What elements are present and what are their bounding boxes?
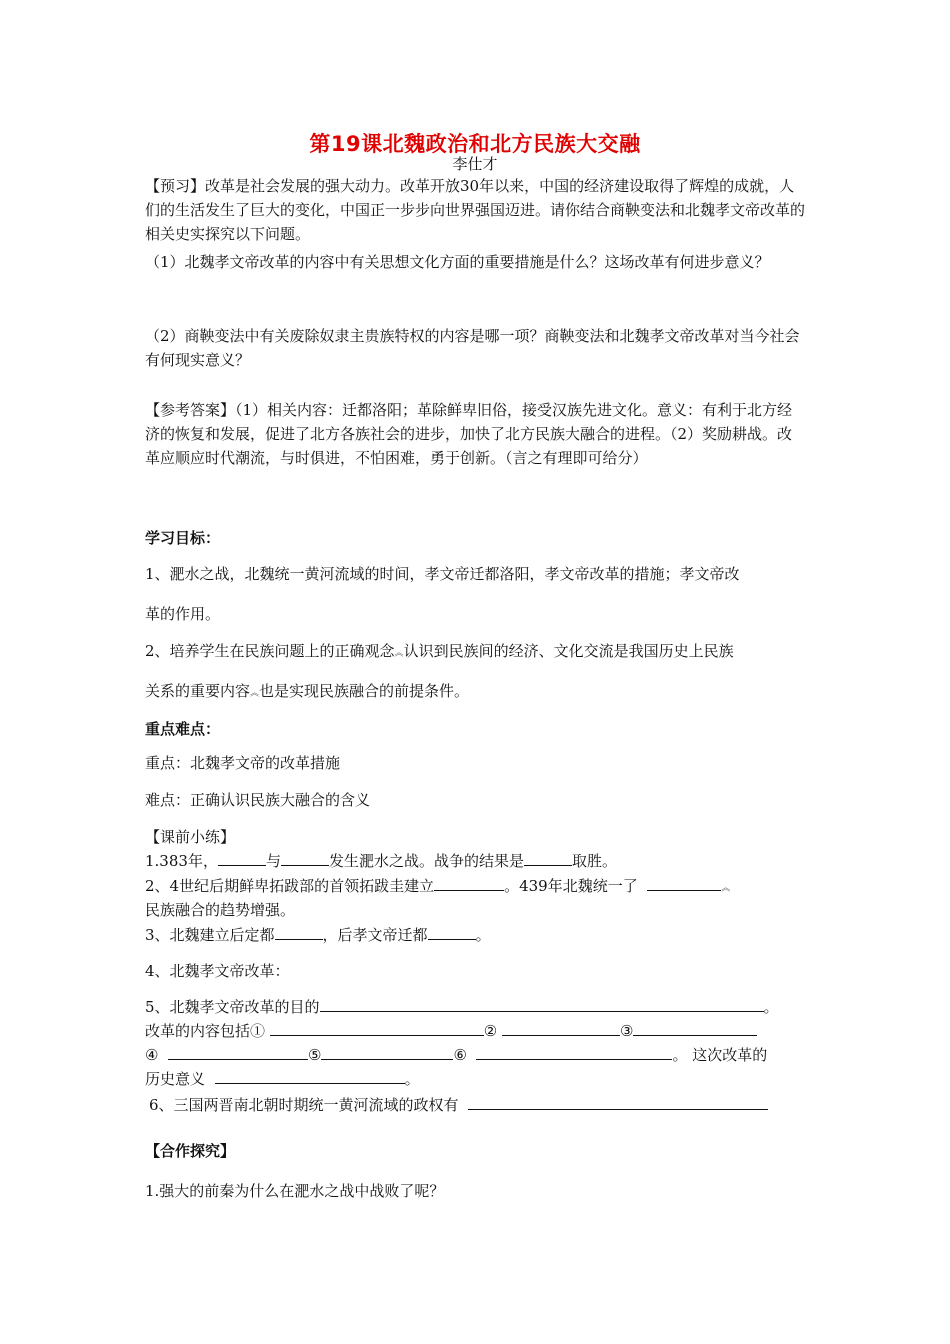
coop-heading: 【合作探究】 bbox=[145, 1142, 236, 1160]
q3-blank-2[interactable] bbox=[428, 925, 476, 940]
content-blank-5[interactable] bbox=[321, 1045, 453, 1060]
goal-2-line-b bbox=[145, 680, 469, 701]
content-blank-2[interactable] bbox=[502, 1021, 620, 1036]
separator-glyph: ︽ bbox=[721, 883, 731, 894]
q5-text-f: 。 bbox=[404, 1070, 420, 1088]
q1-blank-1[interactable] bbox=[218, 851, 266, 866]
q1-text-a: 1.383年， bbox=[145, 852, 218, 870]
goal-2-text-2: 认识到民族间的经济、文化交流是我国历史上民族 bbox=[403, 642, 734, 660]
separator-glyph: ︽ bbox=[250, 688, 260, 699]
q3-blank-1[interactable] bbox=[275, 925, 323, 940]
q5-text-a: 5、北魏孝文帝改革的目的 bbox=[145, 998, 320, 1016]
preview-question-1: （1）北魏孝文帝改革的内容中有关思想文化方面的重要措施是什么？这场改革有何进步意义？ bbox=[145, 253, 770, 271]
goals-heading: 学习目标： bbox=[145, 529, 221, 547]
coop-question-1: 1.强大的前秦为什么在淝水之战中战败了呢？ bbox=[145, 1182, 445, 1200]
goal-2-text-1: 2、培养学生在民族问题上的正确观念 bbox=[145, 642, 395, 660]
q1-blank-3[interactable] bbox=[524, 851, 572, 866]
practice-q1 bbox=[145, 850, 617, 871]
goal-2-line-a bbox=[145, 640, 734, 661]
marker-2: ② bbox=[483, 1022, 498, 1040]
q3-text-a: 3、北魏建立后定都 bbox=[145, 926, 275, 944]
practice-q5-line4 bbox=[145, 1068, 420, 1089]
q5-text-c: 改革的内容包括① bbox=[145, 1022, 266, 1040]
marker-4: ④ bbox=[145, 1046, 159, 1064]
practice-q5-line1 bbox=[145, 996, 779, 1017]
separator-glyph: ︽ bbox=[394, 648, 404, 659]
content-blank-4[interactable] bbox=[168, 1045, 308, 1060]
preview-question-2: （2）商鞅变法中有关废除奴隶主贵族特权的内容是哪一项？商鞅变法和北魏孝文帝改革对当今社会有何现实意义？ bbox=[145, 327, 800, 369]
practice-q2-cont: 民族融合的趋势增强。 bbox=[145, 901, 296, 919]
practice-q3 bbox=[145, 924, 491, 945]
q1-text-c: 发生淝水之战。战争的结果是 bbox=[328, 852, 524, 870]
content-blank-3[interactable] bbox=[633, 1021, 757, 1036]
q6-blank[interactable] bbox=[468, 1095, 768, 1110]
practice-q5-line3 bbox=[145, 1044, 767, 1065]
practice-q6 bbox=[149, 1094, 768, 1115]
q6-text: 6、三国两晋南北朝时期统一黄河流域的政权有 bbox=[149, 1096, 459, 1114]
goal-2-text-3: 关系的重要内容 bbox=[145, 682, 251, 700]
q3-text-b: ，后孝文帝迁都 bbox=[322, 926, 428, 944]
q5-text-d: 。 这次改革的 bbox=[672, 1046, 768, 1064]
preview-paragraph: 【预习】改革是社会发展的强大动力。改革开放30年以来，中国的经济建设取得了辉煌的成就，人们的生活发生了巨大的变化，中国正一步步向世界强国迈进。请你结合商鞅变法和北魏孝文帝改革的相关史实探究以下问题。 bbox=[145, 177, 806, 243]
q5-purpose-blank[interactable] bbox=[320, 997, 764, 1012]
practice-heading: 【课前小练】 bbox=[145, 828, 236, 846]
author: 李仕才 bbox=[452, 155, 498, 173]
key-focus: 重点：北魏孝文帝的改革措施 bbox=[145, 754, 341, 772]
content-blank-6[interactable] bbox=[476, 1045, 672, 1060]
goal-1-line-a: 1、淝水之战，北魏统一黄河流域的时间，孝文帝迁都洛阳，孝文帝改革的措施；孝文帝改 bbox=[145, 565, 740, 583]
page-title: 第19课北魏政治和北方民族大交融 bbox=[309, 132, 641, 156]
q1-text-d: 取胜。 bbox=[571, 852, 617, 870]
q2-text-b: 。439年北魏统一了 bbox=[504, 877, 638, 895]
q1-text-b: 与 bbox=[265, 852, 281, 870]
q2-text-a: 2、4世纪后期鲜卑拓跋部的首领拓跋圭建立 bbox=[145, 877, 435, 895]
significance-blank[interactable] bbox=[215, 1069, 405, 1084]
q5-text-b: 。 bbox=[763, 998, 779, 1016]
q2-blank-2[interactable] bbox=[647, 876, 721, 891]
practice-q2 bbox=[145, 875, 730, 896]
marker-6: ⑥ bbox=[453, 1046, 467, 1064]
q1-blank-2[interactable] bbox=[281, 851, 329, 866]
key-heading: 重点难点： bbox=[145, 720, 221, 738]
q5-text-e: 历史意义 bbox=[145, 1070, 206, 1088]
goal-2-text-4: 也是实现民族融合的前提条件。 bbox=[259, 682, 470, 700]
marker-5: ⑤ bbox=[308, 1046, 322, 1064]
q2-blank-1[interactable] bbox=[434, 876, 504, 891]
practice-q4: 4、北魏孝文帝改革： bbox=[145, 962, 290, 980]
goal-1-line-b: 革的作用。 bbox=[145, 605, 221, 623]
key-difficulty: 难点：正确认识民族大融合的含义 bbox=[145, 791, 371, 809]
content-blank-1[interactable] bbox=[270, 1021, 484, 1036]
practice-q5-line2 bbox=[145, 1020, 757, 1041]
marker-3: ③ bbox=[620, 1022, 634, 1040]
q3-text-c: 。 bbox=[475, 926, 491, 944]
reference-answer: 【参考答案】（1）相关内容：迁都洛阳；革除鲜卑旧俗，接受汉族先进文化。意义：有利于北方经济的恢复和发展，促进了北方各族社会的进步，加快了北方民族大融合的进程。（2）奖励耕战。改革应顺应时代潮流，与时俱进，不怕困难，勇于创新。（言之有理即可给分） bbox=[145, 401, 793, 467]
